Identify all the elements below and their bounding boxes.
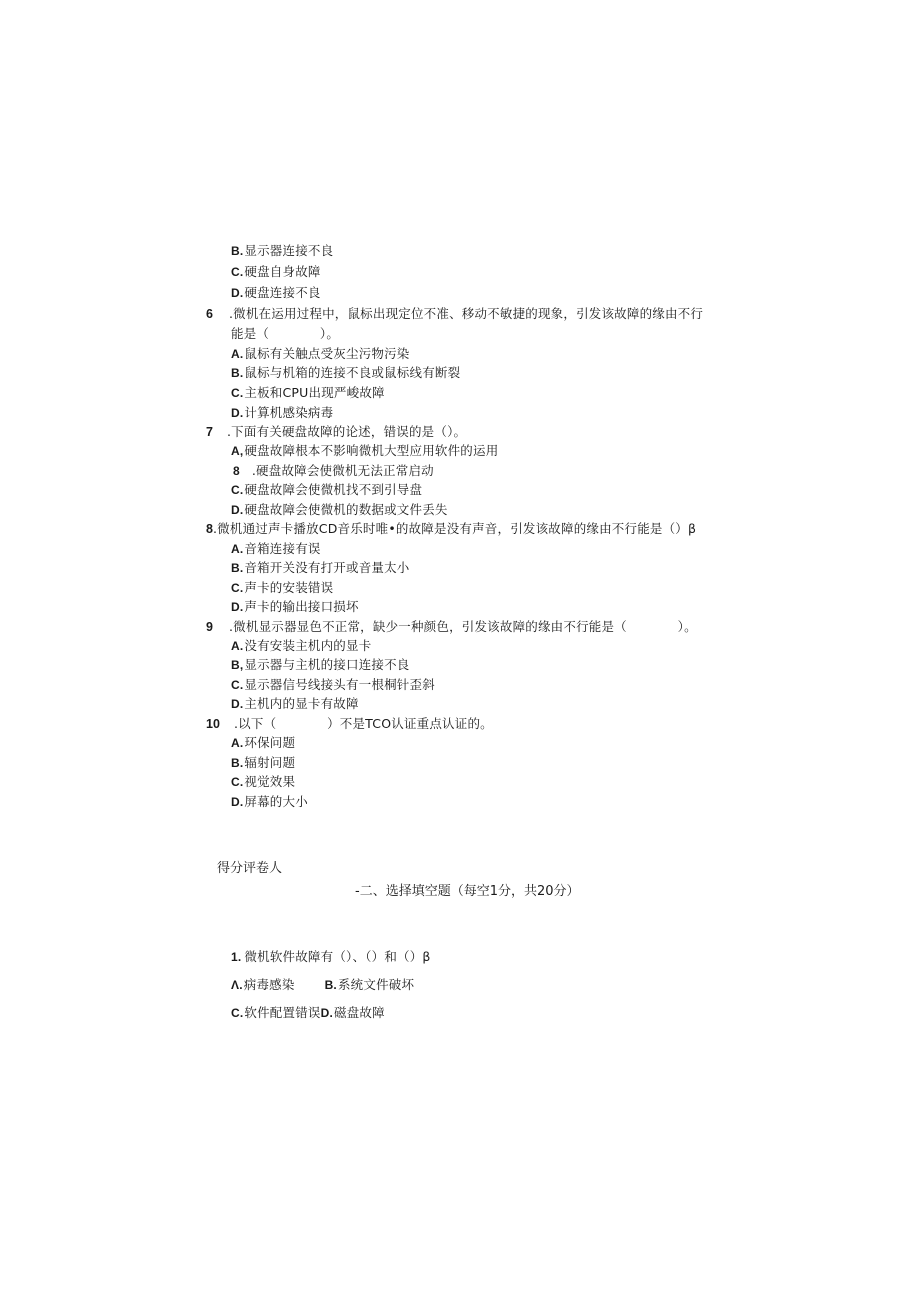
option-text: .硬盘故障会使微机无法正常启动: [251, 463, 434, 478]
option-text: 没有安装主机内的显卡: [244, 638, 372, 653]
q6-option-a: [231, 346, 410, 362]
option-label: D.: [320, 1006, 334, 1020]
question-number: 7: [206, 425, 213, 439]
option-text: 系统文件破坏: [337, 977, 415, 992]
option-label: D.: [231, 795, 244, 809]
option-label: B.: [231, 366, 244, 380]
option-text: 计算机感染病毒: [244, 405, 334, 420]
q7-option-d: [231, 502, 448, 518]
option-text: 音箱开关没有打开或音量太小: [244, 560, 410, 575]
q6-option-b: [231, 365, 460, 381]
option-label: D.: [231, 286, 244, 300]
option-text: 视觉效果: [244, 774, 296, 789]
option-text: 声卡的安装错误: [244, 580, 334, 595]
section-title: -二、选择填空题（每空1分，共20分）: [355, 884, 580, 899]
option-label: C.: [231, 678, 244, 692]
q8-option-c: [231, 580, 333, 596]
option-text: 软件配置错误: [244, 1005, 321, 1020]
question-number: 6: [206, 307, 213, 321]
option-label: A.: [231, 347, 244, 361]
option-text: 硬盘故障根本不影响微机大型应用软件的运用: [244, 443, 499, 458]
option-label: A.: [231, 639, 244, 653]
option-label: D.: [231, 697, 244, 711]
option-text: 硬盘故障会使微机的数据或文件丢失: [244, 502, 448, 517]
option-text: 屏幕的大小: [244, 794, 308, 809]
option-text: 辐射问题: [244, 755, 296, 770]
q5-option-d: [231, 285, 321, 301]
question-text: .微机在运用过程中，鼠标出现定位不准、移动不敏捷的现象，引发该故障的缘由不行: [229, 306, 704, 321]
question-text: .下面有关硬盘故障的论述，错误的是（）。: [227, 424, 467, 439]
option-text: 磁盘故障: [334, 1005, 385, 1020]
option-label: C.: [231, 581, 244, 595]
option-label: Λ.: [231, 978, 243, 992]
q7-option-a: [231, 443, 498, 459]
option-label: D.: [231, 406, 244, 420]
q10-option-c: [231, 774, 295, 790]
q10-option-b: [231, 755, 295, 771]
option-label: C.: [231, 775, 244, 789]
section2-q1-options-row-1: [231, 977, 414, 993]
section2-q1-options-row-2: [231, 1005, 385, 1021]
option-text: 主板和CPU出现严峻故障: [244, 385, 385, 400]
question-text: 微机软件故障有（）、（）和（）β: [244, 949, 431, 964]
question-number: 8: [206, 522, 213, 536]
option-text: 硬盘故障会使微机找不到引导盘: [244, 482, 423, 497]
question-text-continued: 能是（ ）。: [231, 326, 340, 341]
option-label: B.: [324, 978, 337, 992]
q6-option-c: [231, 385, 385, 401]
q6-option-d: [231, 405, 333, 421]
option-label: D.: [231, 503, 244, 517]
option-text: 鼠标有关触点受灰尘污物污染: [244, 346, 410, 361]
option-text: 鼠标与机箱的连接不良或鼠标线有断裂: [244, 365, 461, 380]
option-label: A.: [231, 736, 244, 750]
question-number: 10: [206, 717, 220, 731]
option-text: 环保问题: [244, 735, 296, 750]
option-label: D.: [231, 600, 244, 614]
option-label: C.: [231, 483, 244, 497]
q9-option-c: [231, 677, 435, 693]
q8-option-b: [231, 560, 410, 576]
q8-option-a: [231, 541, 321, 557]
q9-option-b: [231, 657, 410, 673]
option-text: 硬盘连接不良: [244, 285, 321, 300]
section2-question-1: [231, 949, 431, 965]
option-label: B.: [231, 561, 244, 575]
option-label: B,: [231, 658, 244, 672]
q9-option-d: [231, 696, 359, 712]
q5-option-c: [231, 264, 321, 280]
question-text: .以下（ ）不是TCO认证重点认证的。: [234, 716, 493, 731]
question-number: 9: [206, 620, 213, 634]
option-label: A,: [231, 444, 244, 458]
q7-option-b: [233, 463, 434, 479]
q5-option-b: [231, 243, 333, 259]
option-label: 8: [233, 464, 240, 478]
option-label: C.: [231, 265, 244, 279]
question-text: .微机显示器显色不正常，缺少一种颜色，引发该故障的缘由不行能是（ ）。: [229, 619, 697, 634]
q10-option-d: [231, 794, 308, 810]
option-text: 硬盘自身故障: [244, 264, 321, 279]
q7-option-c: [231, 482, 422, 498]
question-number: 1.: [231, 950, 242, 964]
score-grader-label: 得分评卷人: [217, 861, 283, 876]
option-text: 病毒感染: [243, 977, 295, 992]
option-text: 显示器与主机的接口连接不良: [244, 657, 410, 672]
q8-option-d: [231, 599, 359, 615]
option-text: 显示器信号线接头有一根桐针歪斜: [244, 677, 435, 692]
option-text: 显示器连接不良: [244, 243, 334, 258]
option-text: 音箱连接有误: [244, 541, 321, 556]
q10-option-a: [231, 735, 295, 751]
option-label: A.: [231, 542, 244, 556]
option-text: 声卡的输出接口损坏: [244, 599, 359, 614]
question-text: .微机通过声卡播放CD音乐时唯•的故障是没有声音，引发该故障的缘由不行能是（）β: [213, 521, 697, 536]
option-label: B.: [231, 244, 244, 258]
option-label: B.: [231, 756, 244, 770]
option-label: C.: [231, 1006, 244, 1020]
q9-option-a: [231, 638, 371, 654]
option-text: 主机内的显卡有故障: [244, 696, 359, 711]
option-label: C.: [231, 386, 244, 400]
